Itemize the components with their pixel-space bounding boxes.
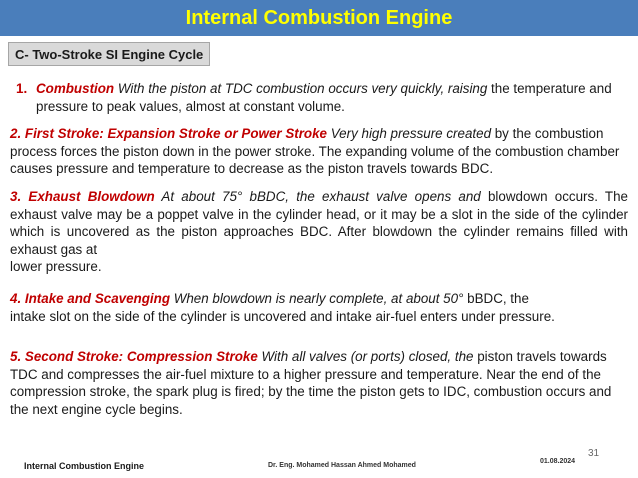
paragraph-intake-scavenging [10, 290, 628, 325]
footer-date: 01.08.2024 [540, 458, 576, 465]
keyword-exhaust-blowdown: 3. Exhaust Blowdown [10, 189, 155, 204]
italic-text: At about 75° bBDC, the exhaust valve opens and [154, 189, 481, 204]
keyword-intake-scavenging: 4. Intake and Scavenging [10, 291, 170, 306]
body-text-continued: lower pressure. [10, 259, 102, 274]
paragraph-second-stroke [10, 348, 628, 418]
body-text: by the combustion process forces the piston down in the power stroke. The expanding volume of the combustion chamber causes pressure and temperature to decrease as the piston travels towards BDC. [10, 126, 620, 176]
page-number: 31 [588, 448, 600, 459]
italic-text: With the piston at TDC combustion occurs very quickly, raising [114, 81, 488, 96]
italic-text: With all valves (or ports) closed, the [257, 349, 474, 364]
list-number: 1. [16, 81, 28, 96]
keyword-combustion: Combustion [36, 81, 115, 96]
paragraph-first-stroke [10, 125, 628, 178]
page-title: Internal Combustion Engine [185, 6, 453, 29]
title-bar [0, 0, 638, 36]
body-text: the temperature and pressure to peak values, almost at constant volume. [36, 81, 612, 114]
italic-text: When blowdown is nearly complete, at about 50° [170, 291, 464, 306]
body-text: piston travels towards TDC and compresses the air-fuel mixture to a higher pressure and temperature. Near the end of the compression stroke, the spark plug is fired; by the time the piston gets to IDC, combustion occurs and the next engine cycle begins. [10, 349, 612, 417]
footer-course-title: Internal Combustion Engine [24, 461, 145, 471]
paragraph-combustion [10, 80, 628, 115]
body-text-continued: intake slot on the side of the cylinder is uncovered and intake air-fuel enters under pressure. [10, 308, 555, 324]
footer-author: Dr. Eng. Mohamed Hassan Ahmed Mohamed [268, 462, 416, 469]
body-text: bBDC, the [463, 291, 529, 306]
body-text: blowdown occurs. The exhaust valve may be a poppet valve in the cylinder head, or it may be a slot in the side of the cylinder which is uncovered as the piston approaches BDC. After blowdown the cylinder remains filled with exhaust gas at [10, 189, 628, 257]
section-heading: C- Two-Stroke SI Engine Cycle [8, 42, 210, 66]
keyword-second-stroke: 5. Second Stroke: Compression Stroke [10, 349, 258, 364]
keyword-first-stroke: 2. First Stroke: Expansion Stroke or Power Stroke [10, 126, 328, 141]
italic-text: Very high pressure created [327, 126, 492, 141]
paragraph-exhaust-blowdown [10, 188, 628, 276]
